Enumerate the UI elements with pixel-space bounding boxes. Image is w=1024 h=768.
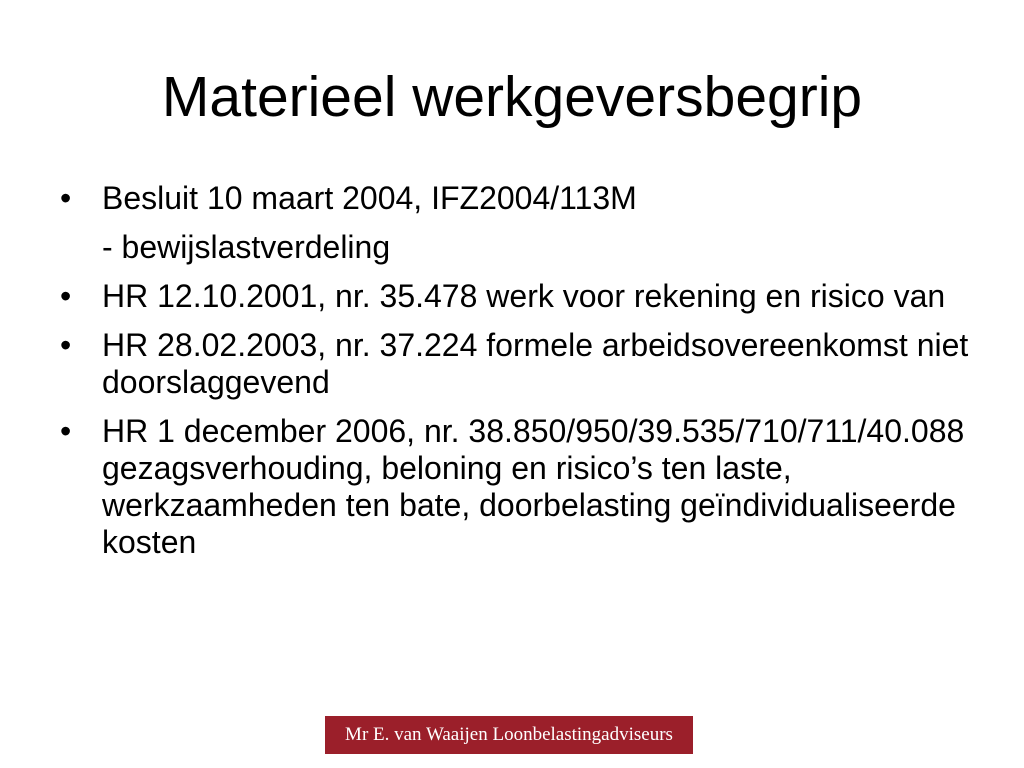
bullet-text: HR 1 december 2006, nr. 38.850/950/39.535/710/711/40.088 gezagsverhouding, beloning en risico’s ten laste, werkzaamheden ten bate, doorbelasting geïndividualiseerde kosten (102, 413, 965, 560)
bullet-item (60, 278, 980, 315)
bullet-text: HR 12.10.2001, nr. 35.478 werk voor rekening en risico van (102, 278, 946, 314)
bullet-item (60, 180, 980, 266)
bullet-marker: • (60, 278, 72, 314)
footer-banner: Mr E. van Waaijen Loonbelastingadviseurs (325, 716, 693, 754)
bullet-marker: • (60, 413, 72, 449)
bullet-marker: • (60, 327, 72, 363)
slide-title: Materieel werkgeversbegrip (161, 65, 863, 129)
bullet-text: Besluit 10 maart 2004, IFZ2004/113M (102, 180, 637, 216)
bullet-subline: - bewijslastverdeling (102, 229, 391, 265)
bullet-text: HR 28.02.2003, nr. 37.224 formele arbeidsovereenkomst niet doorslaggevend (102, 327, 969, 400)
bullet-item (60, 413, 980, 561)
bullet-marker: • (60, 180, 72, 216)
bullet-list (60, 180, 980, 573)
bullet-item (60, 327, 980, 401)
